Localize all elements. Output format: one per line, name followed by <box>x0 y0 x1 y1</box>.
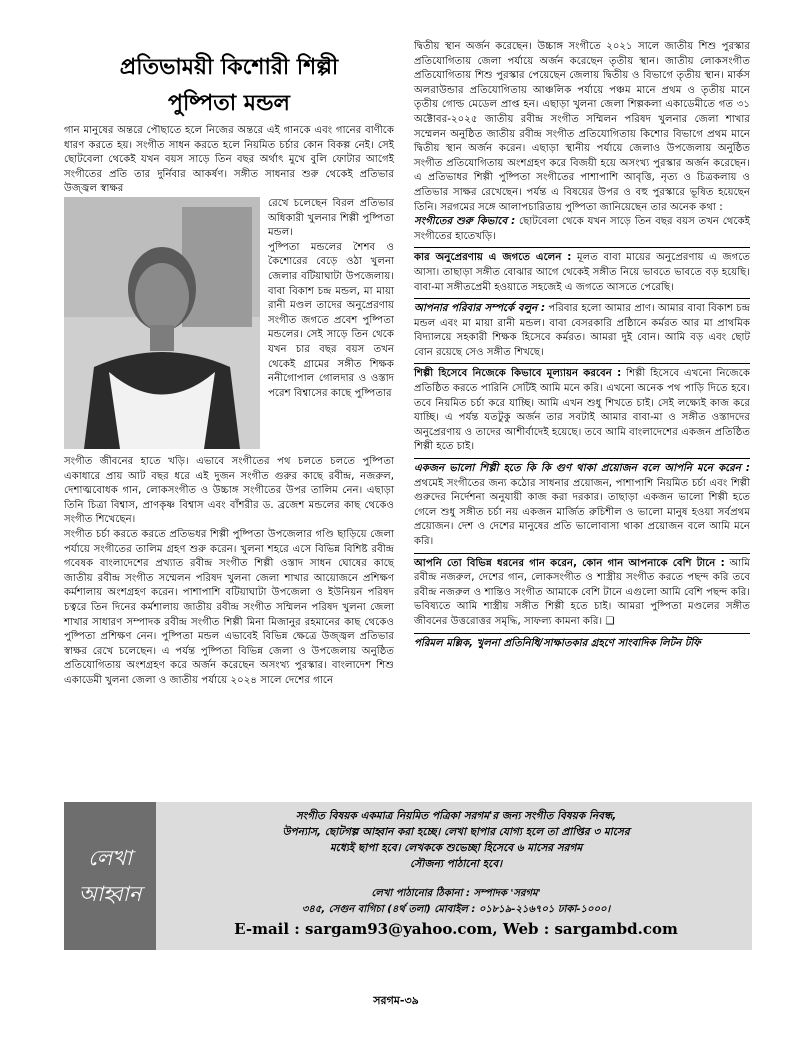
banner-text <box>170 808 742 872</box>
article-credit: পরিমল মল্লিক, খুলনা প্রতিনিধি/সাক্ষাতকার গ্রহণে সাংবাদিক লিটন টফি <box>414 637 701 649</box>
answer-3: পরিবার হলো আমার প্রাণ। আমার বাবা বিকাশ চন্দ্র মন্ডল এবং মা মায়া রানী মন্ডল। বাবা বেসরকারি প্রষ্ঠিানে কর্মরত আর মা প্রাথমিক বিদ্যালয়ে সহকারী শিক্ষক হিসেবে কর্মরত। আমরা দুই বোন। আমি বড় এবং ছোট বোন রয়েছে সেও সঙ্গীত শিখছে। <box>414 303 750 358</box>
beside-photo-paragraph-1: রেখে চলেছেন বিরল প্রতিভার অধিকারী খুলনার শিল্পী পুষ্পিতা মন্ডল। <box>268 197 394 239</box>
beside-photo-paragraph-2: পুষ্পিতা মন্ডলের শৈশব ও কৈশোরের বেড়ে ওঠা খুলনা জেলার বটিয়াঘাটা উপজেলায়। বাবা বিকাশ চন্দ্র মন্ডল, মা মায়া রানী মণ্ডল তাদের অনুপ্রেরণায় সংগীত জগতে প্রবেশ পুষ্পিতা মন্ডলের। সেই সাড়ে তিন থেকে যখন চার বছর বয়স তখন থেকেই গ্রামের সঙ্গীত শিক্ষক ননীগোপাল গোলদার ও ওস্তাদ পরেশ বিশ্বাসের কাছে পুষ্পিতার <box>268 241 394 399</box>
banner-text-line-4: সৌজন্য পাঠানো হবে। <box>410 858 502 870</box>
left-column <box>64 124 394 688</box>
banner-contact: E-mail : sargam93@yahoo.com, Web : sargambd.com <box>234 920 678 938</box>
interview-item-2 <box>414 251 750 295</box>
answer-2: মূলত বাবা মায়ের অনুপ্রেরণায় এ জগতে আসা। তাছাড়া সঙ্গীত বোঝার আগে থেকেই সঙ্গীত নিয়ে ভাবতে ভাবতে বড় হয়েছি। বাবা-মা সঙ্গীতপ্রেমী হওয়াতে সহজেই এ জগতে আসতে পেরেছি। <box>414 252 751 293</box>
divider <box>414 633 750 634</box>
intro-paragraph: গান মানুষের অন্তরে পৌছাতে হলে নিজের অন্তরে এই গানকে এবং গানের বাণীকে ধারণ করতে হয়। সংগীত সাধন করতে হলে নিয়মিত চর্চার কোন বিকল্প নেই। সেই ছোটবেলা থেকেই যখন বয়স সাড়ে তিন বছর অর্থাৎ মুখে বুলি ফোটার আগেই সংগীতের প্রতি তার দুর্নিবার আকর্ষণ। সঙ্গীত সাধনার শুরু থেকেই প্রতিভার উজ্জ্বল স্বাক্ষর <box>64 125 394 195</box>
training-paragraph: সংগীত চর্চা করতে করতে প্রতিভধর শিল্পী পুষ্পিতা উপজেলার গণ্ডি ছাড়িয়ে জেলা পর্যায়ে সংগীতের তালিম গ্রহণ শুরু করেন। খুলনা শহরে এসে বিভিন্ন বিশিষ্ট রবীন্দ্র গবেষক বাংলাদেশের প্রখ্যাত রবীন্দ্র সংগীত শিল্পী ওস্তাদ সাধন ঘোষের কাছে জাতীয় রবীন্দ্র সংগীত সম্মেলন পরিষদ খুলনা জেলা শাখার আয়োজনে প্রশিক্ষণ কর্মশালায় অংশগ্রহণ করেন। পাশাপাশি বটিয়াঘাটা উপজেলা ও ইউনিয়ন পরিষদ চত্বরে তিন দিনের কর্মশালায় জাতীয় রবীন্দ্র সংগীত সম্মিলন পরিষদ খুলনা জেলা শাখার সাধারণ সম্পাদক রবীন্দ্র সংগীত শিল্পী মিনা মিজানুর রহমানের কাছ থেকেও পুষ্পিতা প্রশিক্ষণ নেন। পুষ্পিতা মন্ডল এভাবেই বিভিন্ন ক্ষেত্রে উজ্জ্বল প্রতিভার স্বাক্ষর রেখে চলেছেন। এ পর্যন্ত পুষ্পিতা বিভিন্ন জেলা ও উপজেলায় অনুষ্ঠিত প্রতিযোগিতায় অংশগ্রহণ করে অর্জন করেছেন অসংখ্য পুরস্কার। বাংলাদেশ শিশু একাডেমী খুলনা জেলা ও জাতীয় পর্যায়ে ২০২৪ সালে দেশের গানে <box>64 528 394 686</box>
question-5: একজন ভালো শিল্পী হতে কি কি গুণ থাকা প্রয়োজন বলে আপনি মনে করেন : <box>414 463 750 475</box>
divider <box>414 247 750 248</box>
interview-item-6 <box>414 557 750 630</box>
call-for-writings-banner <box>64 802 752 950</box>
answer-6: আমি রবীন্দ্র নজরুল, দেশের গান, লোকসংগীত ও শাস্ত্রীয় সংগীত করতে পছন্দ করি তবে রবীন্দ্র নজরুল ও শান্তিও সংগীত আমাকে বেশি টানে এগুলো আমি বেশি পছন্দ করি। ভবিষ্যতে আমি শাস্ত্রীয় সঙ্গীত শিল্পী হতে চাই। আমরা পুষ্পিতা মণ্ডলের সঙ্গীত জীবনের উত্তরোত্তর সমৃদ্ধি, সাফল্য কামনা করি। ❑ <box>414 557 750 627</box>
interview-item-1 <box>414 215 750 244</box>
page-number: সরগম-৩৯ <box>373 994 419 1007</box>
awards-paragraph: দ্বিতীয় স্থান অর্জন করেছেন। উচ্চাঙ্গ সংগীতে ২০২১ সালে জাতীয় শিশু পুরস্কার প্রতিযোগিতায় জেলা পর্যায়ে অর্জন করেছেন তৃতীয় স্থান। জাতীয় লোকসংগীত প্রতিযোগিতায় শিশু পুরস্কার পেয়েছেন জেলায় দ্বিতীয় ও বিভাগে তৃতীয় স্থান। মার্কস অলরাউন্ডার প্রতিযোগিতায় আঞ্চলিক পর্যায়ে পঞ্চম মানে প্রথম ও তৃতীয় মানে তৃতীয় গোল্ড মেডেল প্রাপ্ত হন। এছাড়া খুলনা জেলা শিল্পকলা একাডেমীতে গত ৩১ অক্টোবর-২০২৫ জাতীয় রবীন্দ্র সংগীত সম্মিলন পরিষদ খুলনার জেলা শাখার সম্মেলন অনুষ্ঠিত জাতীয় রবীন্দ্র সংগীত প্রতিযোগিতায় কিশোর বিভাগে প্রথম মানে দ্বিতীয় স্থান অর্জন করেন। এছাড়া স্থানীয় পর্যায়ে জেলাও উপজেলায় অনুষ্ঠিত সংগীত প্রতিযোগিতায় অংশগ্রহণ করে বিজয়ী হয়ে অসংখ্য পুরস্কার অর্জন করেছেন। এ প্রতিভাধর শিল্পী পুষ্পিতা সংগীতের পাশাপাশি আবৃত্তি, নৃত্য ও চিত্রকলায় ও প্রতিভার সাক্ষর রেখেছেন। পর্যন্ত এ বিষয়ের উপর ও বহু পুরস্কারে ভূষিত হয়েছেন তিনি। সরগমের সঙ্গে আলাপচারিতায় পুষ্পিতা জানিয়েছেন তার অনেক কথা : <box>414 41 750 213</box>
question-3: আপনার পরিবার সম্পর্কে বলুন : <box>414 303 546 315</box>
divider <box>414 458 750 459</box>
answer-5: প্রথমেই সংগীতের জন্য কঠোর সাধনার প্রয়োজন, পাশাপাশি নিয়মিত চর্চা এবং শিল্পী গুরুদের নির্দেশনা অনুযায়ী কাজ করা দরকার। তাছাড়া একজন ভালো শিল্পী হতে গেলে শুধু সঙ্গীত চর্চা নয় একজন মার্জিত রুচিশীল ও ভালো মানুষ হওয়া সর্বপ্রথম প্রয়োজন। দেশ ও দেশের মানুষের প্রতি ভালোবাসা থাকা প্রয়োজন বলে আমি মনে করি। <box>414 477 750 547</box>
banner-label-line-2: আহ্বান <box>78 882 142 906</box>
banner-label-line-1: লেখা <box>87 846 133 870</box>
question-6: আপনি তো বিভিন্ন ধরনের গান করেন, কোন গান আপনাকে বেশি টানে : <box>414 557 725 569</box>
title-line-2: পুষ্পিতা মন্ডল <box>168 91 290 116</box>
divider <box>414 553 750 554</box>
banner-text-line-3: মধ্যেই ছাপা হবে। লেখককে শুভেচ্ছা হিসেবে ৬ মাসের সরগম <box>329 842 583 854</box>
interview-item-4 <box>414 367 750 455</box>
portrait-photo <box>64 197 260 449</box>
banner-text-line-2: উপন্যাস, ছোটগল্প আহ্বান করা হচ্ছে। লেখা ছাপার যোগ্য হলে তা প্রাপ্তির ৩ মাসের <box>282 826 630 838</box>
after-photo-paragraph: সংগীত জীবনের হাতে খড়ি। এভাবে সংগীতের পথ চলতে চলতে পুষ্পিতা একাধারে প্রায় আট বছর ধরে এই দুজন সংগীত গুরুর কাছে রবীন্দ্র, নজরুল, দেশাত্মবোধক গান, লোকসংগীত ও উচ্চাঙ্গ সংগীতের উপর তালিম নেন। এছাড়া তিনি চিত্রা বিশ্বাস, প্রাণকৃষ্ণ বিশ্বাস এবং বাঁশরীর ড. ব্রজেশ মন্ডলের কাছ থেকেও সংগীত শিখেছেন। <box>64 455 394 526</box>
answer-1: ছোটবেলা থেকে যখন সাড়ে তিন বছর বয়স তখন থেকেই সংগীতের হাতেখড়ি। <box>414 216 751 242</box>
answer-4: শিল্পী হিসেবে এখনো নিজেকে প্রতিষ্ঠিত করতে পারিনি সেটিই আমি মনে করি। এখনো অনেক পথ পাড়ি দিতে হবে। তবে নিয়মিত চর্চা করে যাচ্ছি। আমি এখন শুধু শিখতে চাই। সেই লক্ষ্যেই কাজ করে যাচ্ছি। এ পর্যন্ত যতটুকু অর্জন তার সবটাই আমার বাবা-মা ও সঙ্গীত ওস্তাদদের অনুপ্রেরণায় ও তাদের আশীর্বাদেই হয়েছে। তবে আমি বাংলাদেশের একজন প্রতিষ্ঠিত শিল্পী হতে চাই। <box>414 368 750 453</box>
divider <box>414 298 750 299</box>
right-column <box>414 40 750 651</box>
interview-item-5 <box>414 462 750 550</box>
question-4: শিল্পী হিসেবে নিজেকে কিভাবে মূল্যায়ন করবেন : <box>414 368 622 380</box>
article-title <box>64 50 394 122</box>
banner-label <box>64 802 156 950</box>
question-1: সংগীতের শুরু কিভাবে : <box>414 216 516 228</box>
question-2: কার অনুপ্রেরণায় এ জগতে এলেন : <box>414 252 572 264</box>
title-line-1: প্রতিভাময়ী কিশোরী শিল্পী <box>119 55 339 80</box>
banner-address-line-1: লেখা পাঠানোর ঠিকানা : সম্পাদক 'সরগম' <box>371 888 541 899</box>
banner-address-line-2: ৩৪৫, সেগুন বাগিচা (৪র্থ তলা) মোবাইল : ০১৮১৯-২১৬৭০১ ঢাকা-১০০০। <box>301 904 611 915</box>
interview-item-3 <box>414 302 750 360</box>
banner-address <box>170 886 742 918</box>
banner-text-line-1: সংগীত বিষয়ক একমাত্র নিয়মিত পত্রিকা সরগম'র জন্য সংগীত বিষয়ক নিবন্ধ, <box>295 810 617 822</box>
divider <box>414 363 750 364</box>
